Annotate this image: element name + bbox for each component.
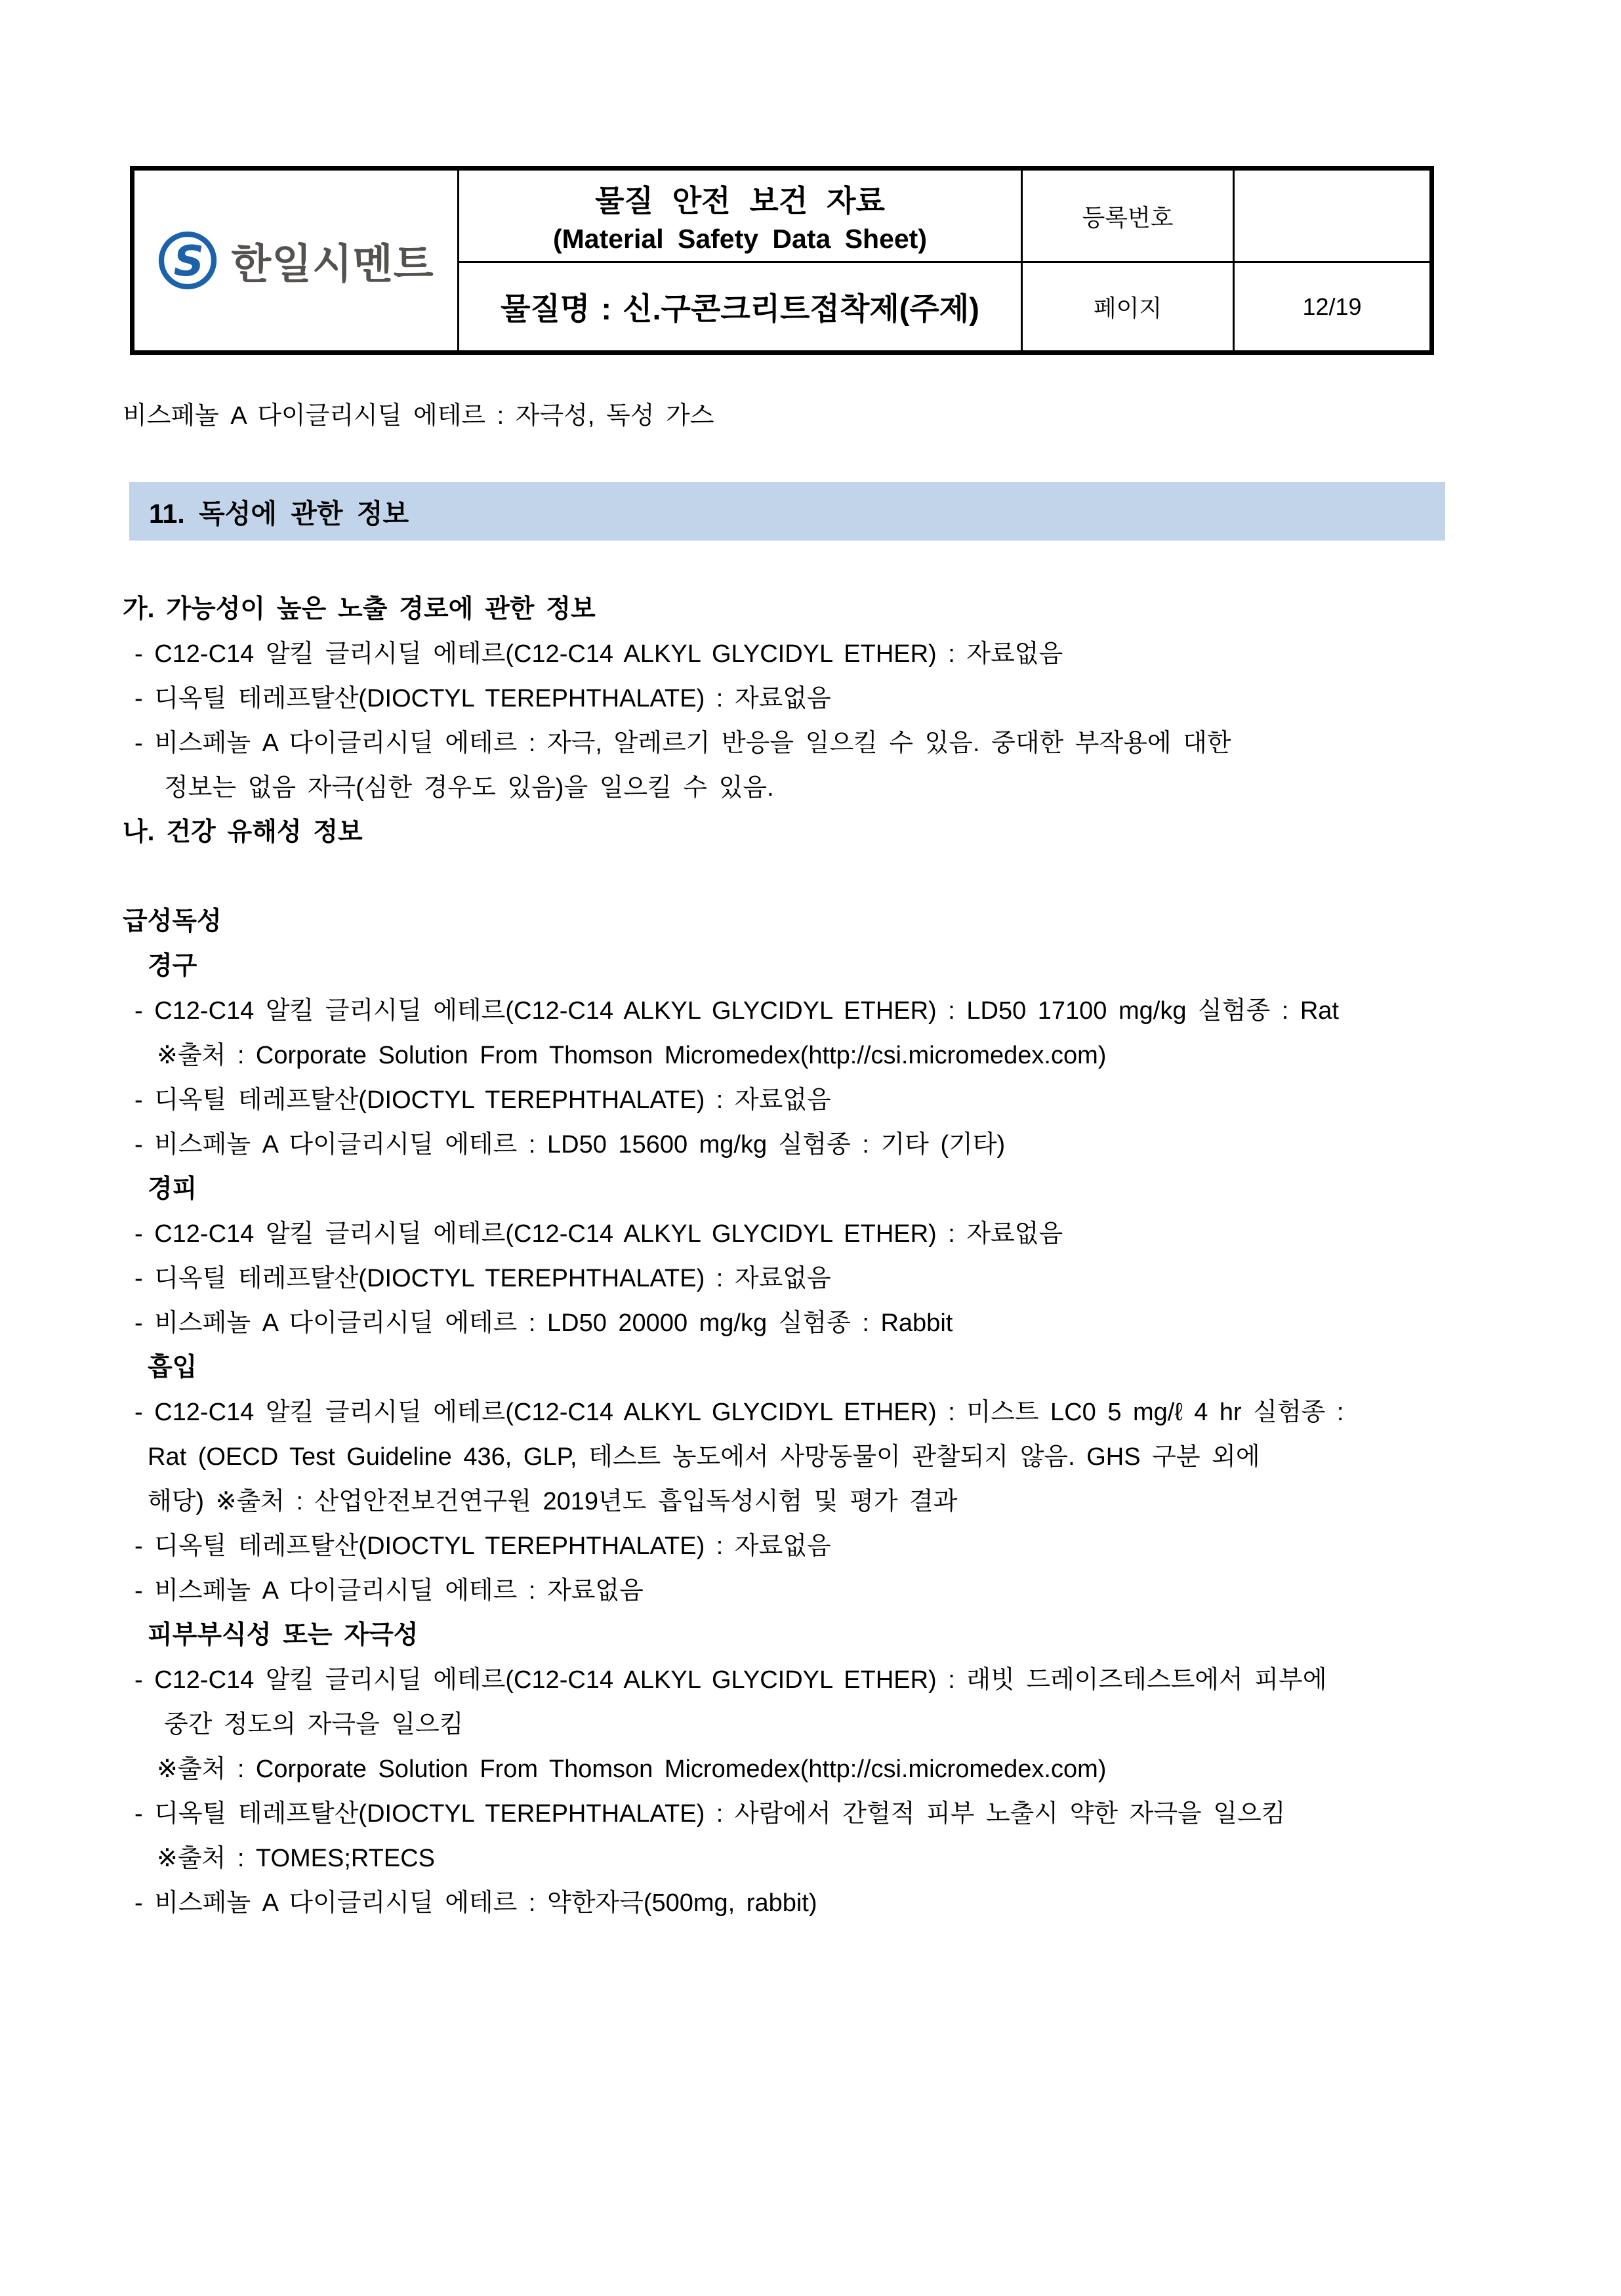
body-line: - 디옥틸 테레프탈산(DIOCTYL TEREPHTHALATE) : 자료없음 (134, 685, 831, 712)
hanil-cement-logo-icon (157, 230, 218, 291)
body-line: - C12-C14 알킬 글리시딜 에테르(C12-C14 ALKYL GLYCIDYL ETHER) : 래빗 드레이즈테스트에서 피부에 (134, 1666, 1327, 1694)
body-line: ※출처 : TOMES;RTECS (157, 1845, 436, 1872)
body-line: - 비스페놀 A 다이글리시딜 에테르 : 자극, 알레르기 반응을 일으킬 수 있음. 중대한 부작용에 대한 (134, 729, 1231, 757)
body-line: - 디옥틸 테레프탈산(DIOCTYL TEREPHTHALATE) : 자료없음 (134, 1086, 831, 1114)
body-line: 중간 정도의 자극을 일으킴 (164, 1711, 464, 1738)
body-line: - C12-C14 알킬 글리시딜 에테르(C12-C14 ALKYL GLYCIDYL ETHER) : 자료없음 (134, 640, 1063, 668)
body-line: 피부부식성 또는 자극성 (148, 1621, 419, 1649)
body-line: - 비스페놀 A 다이글리시딜 에테르 : LD50 15600 mg/kg 실험종 : 기타 (기타) (134, 1131, 1006, 1158)
body-line: - C12-C14 알킬 글리시딜 에테르(C12-C14 ALKYL GLYCIDYL ETHER) : 미스트 LC0 5 mg/ℓ 4 hr 실험종 : (134, 1399, 1344, 1426)
section-11-title: 11. 독성에 관한 정보 (149, 499, 409, 529)
substance-name-line: 물질명 : 신.구콘크리트접착제(주제) (457, 261, 1021, 350)
section-11-header (129, 482, 1445, 541)
header-table (130, 166, 1434, 355)
body-line: - C12-C14 알킬 글리시딜 에테르(C12-C14 ALKYL GLYCIDYL ETHER) : 자료없음 (134, 1220, 1063, 1248)
company-logo (134, 171, 457, 350)
body-line: 정보는 없음 자극(심한 경우도 있음)을 일으킬 수 있음. (164, 774, 774, 802)
body-line: 급성독성 (123, 907, 222, 935)
body-line: 경구 (148, 952, 197, 980)
document-title-english: (Material Safety Data Sheet) (552, 223, 927, 254)
registration-number-label: 등록번호 (1021, 171, 1233, 261)
body-line: - 디옥틸 테레프탈산(DIOCTYL TEREPHTHALATE) : 자료없음 (134, 1532, 831, 1560)
body-line: 해당) ※출처 : 산업안전보건연구원 2019년도 흡입독성시험 및 평가 결과 (148, 1488, 958, 1515)
svg-text:S: S (173, 237, 205, 286)
body-line: 경피 (148, 1175, 197, 1203)
body-line: 나. 건강 유해성 정보 (123, 818, 363, 846)
body-line: Rat (OECD Test Guideline 436, GLP, 테스트 농도에서 사망동물이 관찰되지 않음. GHS 구분 외에 (148, 1443, 1260, 1471)
body-line: 흡입 (148, 1353, 197, 1382)
body-line: ※출처 : Corporate Solution From Thomson Micromedex(http://csi.micromedex.com) (157, 1755, 1107, 1783)
document-title-korean: 물질 안전 보건 자료 (595, 184, 885, 218)
body-line: - C12-C14 알킬 글리시딜 에테르(C12-C14 ALKYL GLYCIDYL ETHER) : LD50 17100 mg/kg 실험종 : Rat (134, 997, 1339, 1025)
registration-number-value (1233, 171, 1429, 261)
body-lines (123, 587, 1566, 1925)
body-line: - 비스페놀 A 다이글리시딜 에테르 : LD50 20000 mg/kg 실험종 : Rabbit (134, 1309, 953, 1337)
document-title-cell (457, 171, 1021, 261)
body-line: - 비스페놀 A 다이글리시딜 에테르 : 약한자극(500mg, rabbit) (134, 1889, 817, 1917)
body-line: 가. 가능성이 높은 노출 경로에 관한 정보 (123, 595, 596, 623)
body-line: - 디옥틸 테레프탈산(DIOCTYL TEREPHTHALATE) : 사람에서 간헐적 피부 노출시 약한 자극을 일으킴 (134, 1800, 1286, 1828)
intro-line: 비스페놀 A 다이글리시딜 에테르 : 자극성, 독성 가스 (123, 402, 714, 430)
page-number-value: 12/19 (1233, 261, 1429, 350)
company-name: 한일시멘트 (231, 241, 434, 287)
page-label: 페이지 (1021, 261, 1233, 350)
body-line: - 비스페놀 A 다이글리시딜 에테르 : 자료없음 (134, 1577, 644, 1605)
body-blank-line (123, 855, 1566, 899)
body-line: ※출처 : Corporate Solution From Thomson Micromedex(http://csi.micromedex.com) (157, 1042, 1107, 1069)
body-line: - 디옥틸 테레프탈산(DIOCTYL TEREPHTHALATE) : 자료없음 (134, 1265, 831, 1292)
